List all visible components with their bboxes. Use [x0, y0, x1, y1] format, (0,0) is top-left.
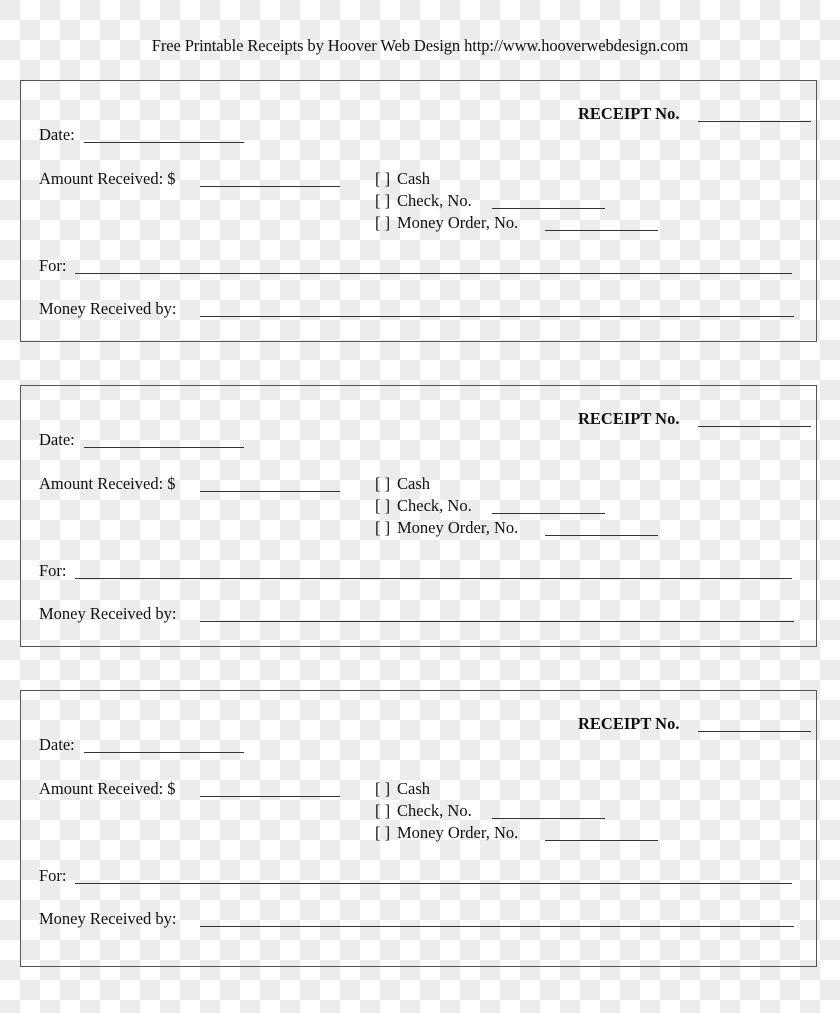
- amount-received-field[interactable]: [200, 796, 340, 797]
- checkbox-cash[interactable]: [ ]: [375, 474, 391, 493]
- receipt-number-label: RECEIPT No.: [578, 104, 680, 123]
- payment-option-label: Cash: [397, 779, 430, 798]
- receipt-number-field[interactable]: [698, 731, 811, 732]
- receipt-number-field[interactable]: [698, 426, 811, 427]
- checkbox-cash[interactable]: [ ]: [375, 169, 391, 188]
- money-received-by-label: Money Received by:: [39, 909, 177, 928]
- payment-option-label: Cash: [397, 169, 430, 188]
- payment-option-check[interactable]: [375, 801, 472, 821]
- payment-option-money-order[interactable]: [375, 213, 518, 233]
- for-field[interactable]: [75, 883, 792, 884]
- check-number-field[interactable]: [492, 513, 605, 514]
- receipt-number-label: RECEIPT No.: [578, 409, 680, 428]
- checkbox-check[interactable]: [ ]: [375, 191, 391, 210]
- money-received-by-field[interactable]: [200, 316, 794, 317]
- checkbox-check[interactable]: [ ]: [375, 496, 391, 515]
- for-label: For:: [39, 866, 67, 885]
- money-order-number-field[interactable]: [545, 535, 658, 536]
- checkbox-cash[interactable]: [ ]: [375, 779, 391, 798]
- money-order-number-field[interactable]: [545, 230, 658, 231]
- payment-option-money-order[interactable]: [375, 518, 518, 538]
- receipt-number-field[interactable]: [698, 121, 811, 122]
- receipt-form-2: [20, 385, 817, 647]
- checkbox-money-order[interactable]: [ ]: [375, 823, 391, 842]
- payment-option-cash[interactable]: [375, 474, 430, 494]
- money-received-by-field[interactable]: [200, 926, 794, 927]
- checkbox-money-order[interactable]: [ ]: [375, 213, 391, 232]
- amount-received-label: Amount Received: $: [39, 779, 176, 798]
- payment-option-label: Check, No.: [397, 496, 472, 515]
- payment-option-check[interactable]: [375, 191, 472, 211]
- for-field[interactable]: [75, 273, 792, 274]
- check-number-field[interactable]: [492, 208, 605, 209]
- money-received-by-field[interactable]: [200, 621, 794, 622]
- amount-received-field[interactable]: [200, 491, 340, 492]
- money-received-by-label: Money Received by:: [39, 604, 177, 623]
- for-label: For:: [39, 561, 67, 580]
- date-field[interactable]: [84, 142, 244, 143]
- for-field[interactable]: [75, 578, 792, 579]
- check-number-field[interactable]: [492, 818, 605, 819]
- checkbox-money-order[interactable]: [ ]: [375, 518, 391, 537]
- payment-option-label: Check, No.: [397, 801, 472, 820]
- receipt-number-label: RECEIPT No.: [578, 714, 680, 733]
- for-label: For:: [39, 256, 67, 275]
- amount-received-label: Amount Received: $: [39, 474, 176, 493]
- date-field[interactable]: [84, 752, 244, 753]
- date-label: Date:: [39, 125, 75, 144]
- receipt-form-1: [20, 80, 817, 342]
- amount-received-field[interactable]: [200, 186, 340, 187]
- money-received-by-label: Money Received by:: [39, 299, 177, 318]
- payment-option-label: Money Order, No.: [397, 823, 519, 842]
- payment-option-check[interactable]: [375, 496, 472, 516]
- date-field[interactable]: [84, 447, 244, 448]
- payment-option-money-order[interactable]: [375, 823, 518, 843]
- amount-received-label: Amount Received: $: [39, 169, 176, 188]
- receipt-form-3: [20, 690, 817, 967]
- payment-option-label: Money Order, No.: [397, 518, 519, 537]
- payment-option-label: Cash: [397, 474, 430, 493]
- payment-option-label: Money Order, No.: [397, 213, 519, 232]
- money-order-number-field[interactable]: [545, 840, 658, 841]
- page-title: Free Printable Receipts by Hoover Web Design http://www.hooverwebdesign.com: [151, 36, 689, 55]
- checkbox-check[interactable]: [ ]: [375, 801, 391, 820]
- payment-option-cash[interactable]: [375, 169, 430, 189]
- payment-option-label: Check, No.: [397, 191, 472, 210]
- date-label: Date:: [39, 430, 75, 449]
- date-label: Date:: [39, 735, 75, 754]
- payment-option-cash[interactable]: [375, 779, 430, 799]
